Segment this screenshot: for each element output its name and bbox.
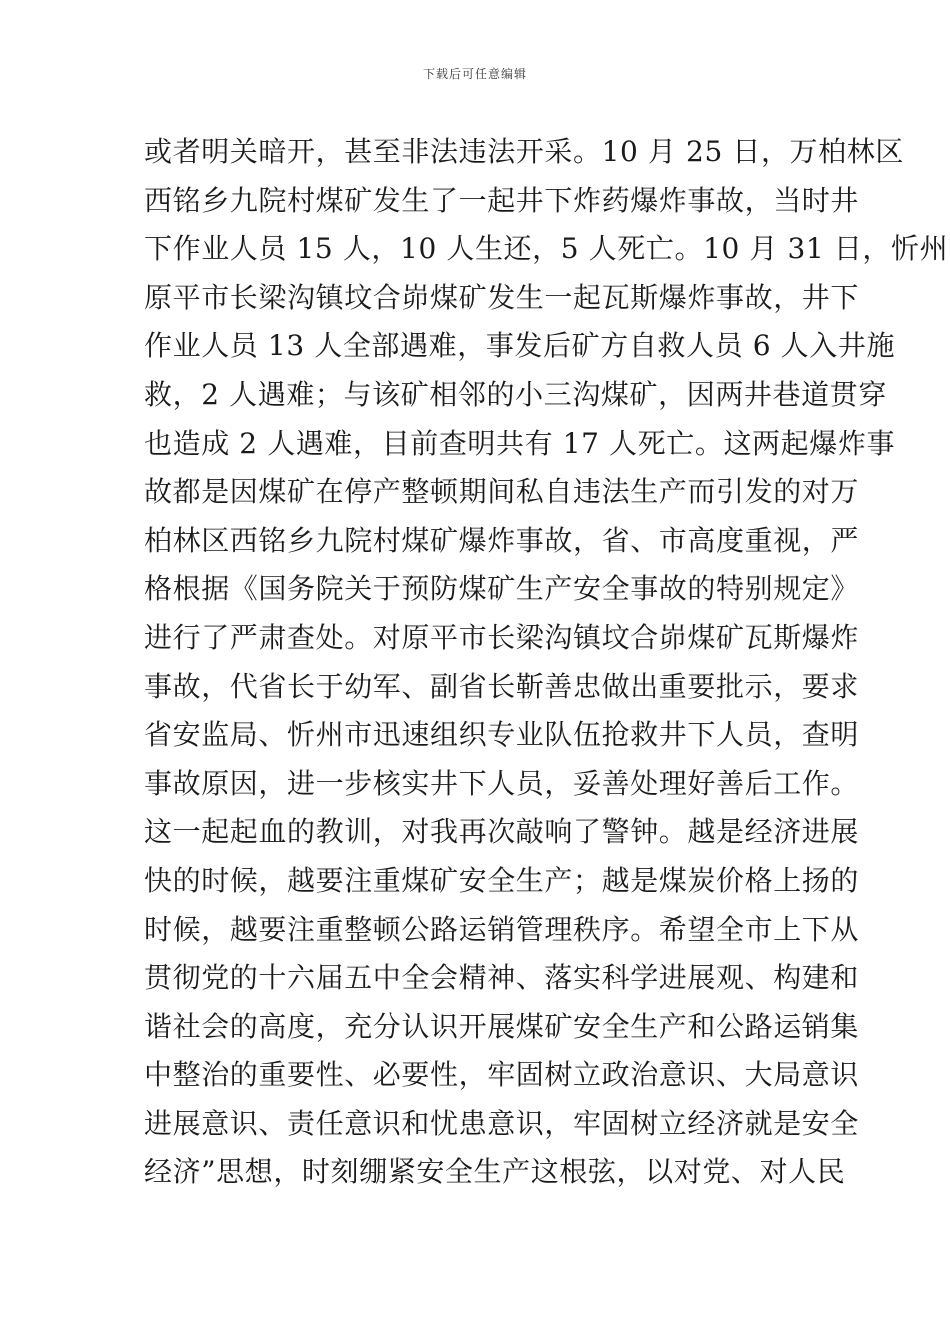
text-line: 经济”思想，时刻绷紧安全生产这根弦，以对党、对人民 [144, 1155, 846, 1189]
body-text [144, 128, 949, 1197]
text-line: 这一起起血的教训，对我再次敲响了警钟。越是经济进展 [144, 815, 860, 849]
text-line: 或者明关暗开，甚至非法违法开采。10 月 25 日，万柏林区 [144, 135, 904, 168]
text-line: 谐社会的高度，充分认识开展煤矿安全生产和公路运销集 [144, 1009, 860, 1043]
text-line: 时候，越要注重整顿公路运销管理秩序。希望全市上下从 [144, 912, 860, 946]
text-line: 救，2 人遇难；与该矿相邻的小三沟煤矿，因两井巷道贯穿 [144, 377, 887, 411]
text-line: 贯彻党的十六届五中全会精神、落实科学进展观、构建和 [144, 961, 860, 995]
text-line: 进行了严肃查处。对原平市长梁沟镇坟合峁煤矿瓦斯爆炸 [144, 620, 860, 654]
text-line: 进展意识、责任意识和忧患意识，牢固树立经济就是安全 [144, 1106, 860, 1140]
page-header: 下载后可任意编辑 [422, 67, 527, 81]
text-line: 下作业人员 15 人，10 人生还，5 人死亡。10 月 31 日，忻州 [144, 232, 949, 266]
text-line: 柏林区西铭乡九院村煤矿爆炸事故，省、市高度重视，严 [144, 523, 860, 557]
text-line: 西铭乡九院村煤矿发生了一起井下炸药爆炸事故，当时井 [144, 183, 860, 217]
text-line: 快的时候，越要注重煤矿安全生产；越是煤炭价格上扬的 [144, 863, 860, 897]
text-line: 原平市长梁沟镇坟合峁煤矿发生一起瓦斯爆炸事故，井下 [144, 280, 860, 314]
text-line: 事故，代省长于幼军、副省长靳善忠做出重要批示，要求 [144, 669, 860, 703]
text-line: 省安监局、忻州市迅速组织专业队伍抢救井下人员，查明 [144, 718, 860, 752]
text-line: 格根据《国务院关于预防煤矿生产安全事故的特别规定》 [144, 572, 860, 606]
text-line: 事故原因，进一步核实井下人员，妥善处理好善后工作。 [144, 766, 860, 800]
text-line: 故都是因煤矿在停产整顿期间私自违法生产而引发的对万 [144, 475, 860, 509]
text-line: 也造成 2 人遇难，目前查明共有 17 人死亡。这两起爆炸事 [144, 426, 896, 460]
text-line: 作业人员 13 人全部遇难，事发后矿方自救人员 6 人入井施 [144, 329, 896, 363]
text-line: 中整治的重要性、必要性，牢固树立政治意识、大局意识 [144, 1058, 860, 1092]
